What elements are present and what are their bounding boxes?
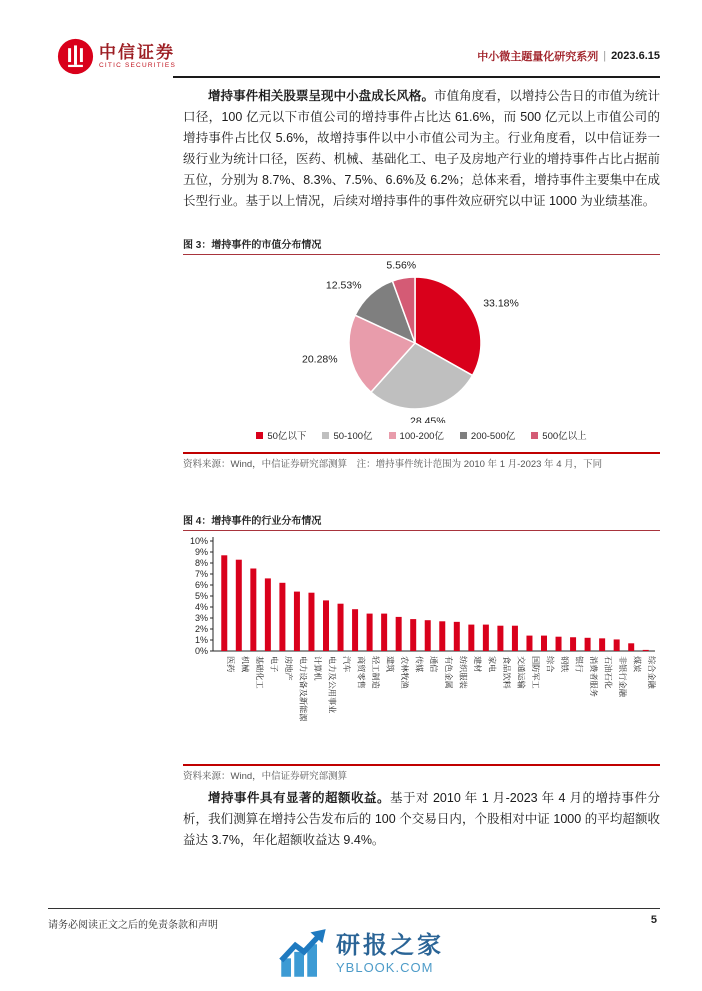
x-category-label: 通信 xyxy=(429,656,439,673)
bar xyxy=(526,636,532,651)
bar xyxy=(221,555,227,651)
bar xyxy=(367,614,373,651)
figure-4-source: 资料来源：Wind，中信证券研究部测算 xyxy=(183,771,348,782)
legend-swatch-icon xyxy=(531,432,538,439)
bar xyxy=(512,626,518,651)
page-number: 5 xyxy=(650,914,657,926)
pie-value-label: 20.28% xyxy=(301,353,338,366)
x-category-label: 家电 xyxy=(487,656,497,673)
paragraph-2-body: 基于对 2010 年 1 月-2023 年 4 月的增持事件分析，我们测算在增持公告发布后的 100 个交易日内，个股相对中证 1000 的平均超额收益达 3.7%，年化超额收益达 9.4%。 xyxy=(183,791,660,847)
bar xyxy=(323,600,329,651)
figure-4-title: 图 4：增持事件的行业分布情况 xyxy=(183,512,660,531)
header-rule xyxy=(173,76,660,78)
x-category-label: 建筑 xyxy=(385,656,395,673)
x-category-label: 国防军工 xyxy=(530,656,540,689)
x-category-label: 基础化工 xyxy=(254,656,264,689)
y-tick-label: 6% xyxy=(194,580,208,590)
legend-label: 50-100亿 xyxy=(333,431,373,442)
figure-3 xyxy=(183,236,660,471)
paragraph-market-cap-style xyxy=(183,86,660,212)
watermark xyxy=(278,928,444,980)
logo-name-cn: 中信证券 xyxy=(99,42,175,62)
legend-label: 500亿以上 xyxy=(542,431,587,442)
pie-value-label: 33.18% xyxy=(483,297,519,310)
y-tick-label: 3% xyxy=(194,613,208,623)
citic-logo-icon xyxy=(57,38,94,75)
pie-value-label: 12.53% xyxy=(325,279,362,292)
figure-3-title: 图 3：增持事件的市值分布情况 xyxy=(183,236,660,255)
bar xyxy=(468,625,474,651)
legend-label: 50亿以下 xyxy=(267,431,307,442)
legend-swatch-icon xyxy=(389,432,396,439)
x-category-label: 银行 xyxy=(574,656,584,673)
x-category-label: 建材 xyxy=(472,656,482,673)
bar xyxy=(338,604,344,651)
bar-chart xyxy=(183,531,660,753)
y-tick-label: 2% xyxy=(194,624,208,634)
legend-label: 200-500亿 xyxy=(470,431,516,442)
bar xyxy=(585,638,591,651)
x-category-label: 机械 xyxy=(240,656,250,673)
y-tick-label: 7% xyxy=(194,569,208,579)
bar xyxy=(425,620,431,651)
bar xyxy=(250,569,256,652)
legend-label: 100-200亿 xyxy=(399,431,444,442)
bar xyxy=(294,592,300,651)
x-category-label: 商贸零售 xyxy=(356,656,366,689)
x-category-label: 消费者服务 xyxy=(589,656,599,697)
x-category-label: 石油石化 xyxy=(603,656,613,689)
x-category-label: 纺织服装 xyxy=(458,656,468,689)
x-category-label: 房地产 xyxy=(283,656,293,681)
x-category-label: 综合 xyxy=(545,656,555,673)
bar xyxy=(381,614,387,651)
legend-item xyxy=(460,428,515,442)
y-tick-label: 4% xyxy=(194,602,208,612)
logo-name-en: CITIC SECURITIES xyxy=(99,61,176,69)
bar xyxy=(236,560,242,651)
legend-swatch-icon xyxy=(256,432,263,439)
x-category-label: 交通运输 xyxy=(516,656,526,689)
footer-rule xyxy=(48,908,660,909)
legend-item xyxy=(256,428,306,442)
y-tick-label: 9% xyxy=(194,547,208,557)
pie-legend xyxy=(183,428,660,442)
pie-value-label: 5.56% xyxy=(386,259,417,272)
header-separator: | xyxy=(603,50,607,62)
report-date: 2023.6.15 xyxy=(611,50,660,62)
citic-logo xyxy=(57,38,176,75)
x-category-label: 有色金属 xyxy=(443,656,453,689)
x-category-label: 综合金融 xyxy=(647,656,657,689)
bar xyxy=(279,583,285,651)
y-tick-label: 1% xyxy=(194,635,208,645)
series-title: 中小微主题量化研究系列 xyxy=(477,51,599,63)
bar xyxy=(541,636,547,651)
figure-3-source: 资料来源：Wind，中信证券研究部测算 注：增持事件统计范围为 2010 年 1 月-2023 年 4 月，下同 xyxy=(183,459,603,470)
y-tick-label: 0% xyxy=(194,646,208,656)
legend-swatch-icon xyxy=(322,432,329,439)
x-category-label: 轻工制造 xyxy=(371,656,381,689)
watermark-name-en: YBLOOK.COM xyxy=(336,960,434,975)
x-category-label: 汽车 xyxy=(342,656,352,673)
footer-disclaimer: 请务必阅读正文之后的免责条款和声明 xyxy=(48,920,218,931)
x-category-label: 钢铁 xyxy=(560,656,570,673)
pie-chart xyxy=(183,255,660,423)
legend-swatch-icon xyxy=(460,432,467,439)
watermark-name-cn: 研报之家 xyxy=(336,932,444,959)
bar xyxy=(410,619,416,651)
paragraph-excess-return xyxy=(183,788,660,851)
bar xyxy=(308,593,314,651)
x-category-label: 传媒 xyxy=(414,656,424,673)
y-tick-label: 5% xyxy=(194,591,208,601)
legend-item xyxy=(389,428,444,442)
y-tick-label: 8% xyxy=(194,558,208,568)
legend-item xyxy=(322,428,372,442)
bar xyxy=(556,637,562,651)
bar xyxy=(599,638,605,651)
x-category-label: 电力设备及新能源 xyxy=(298,656,308,722)
pie-value-label: 28.45% xyxy=(410,415,446,423)
bar xyxy=(497,626,503,651)
watermark-chart-icon xyxy=(278,928,330,980)
bar xyxy=(396,617,402,651)
x-category-label: 计算机 xyxy=(312,656,322,681)
bar xyxy=(570,637,576,651)
bar xyxy=(352,609,358,651)
figure-4 xyxy=(183,512,660,783)
x-category-label: 医药 xyxy=(225,656,235,673)
bar xyxy=(439,621,445,651)
report-header xyxy=(477,48,660,64)
bar xyxy=(454,622,460,651)
x-category-label: 食品饮料 xyxy=(501,656,511,689)
paragraph-1-body: 市值角度看，以增持公告日的市值为统计口径，100 亿元以下市值公司的增持事件占比达 61.6%，而 500 亿元以上市值公司的增持事件占比仅 5.6%，故增持事件以中小市值公司为主。行业角度看，以中信证券一级行业为统计口径，医药、机械、基础化工、电子及房地产行业的增持事件占比占据前五位，分别为 8.7%、8.3%、7.5%、6.6%及 6.2%；总体来看，增持事件主要集中在成长型行业。基于以上情况，后续对增持事件的事件效应研究以中证 1000 为业绩基准。 xyxy=(183,89,660,208)
bar xyxy=(628,643,634,651)
x-category-label: 电力及公用事业 xyxy=(327,656,337,714)
bar xyxy=(483,625,489,651)
y-tick-label: 10% xyxy=(189,536,208,546)
x-category-label: 电子 xyxy=(269,656,279,673)
bar xyxy=(643,650,649,651)
x-category-label: 非银行金融 xyxy=(618,656,628,697)
paragraph-2-lead: 增持事件具有显著的超额收益。 xyxy=(208,791,390,805)
paragraph-1-lead: 增持事件相关股票呈现中小盘成长风格。 xyxy=(208,89,435,103)
bar xyxy=(614,639,620,651)
legend-item xyxy=(531,428,586,442)
x-category-label: 农林牧渔 xyxy=(400,656,410,689)
x-category-label: 煤炭 xyxy=(632,656,642,673)
bar xyxy=(265,578,271,651)
